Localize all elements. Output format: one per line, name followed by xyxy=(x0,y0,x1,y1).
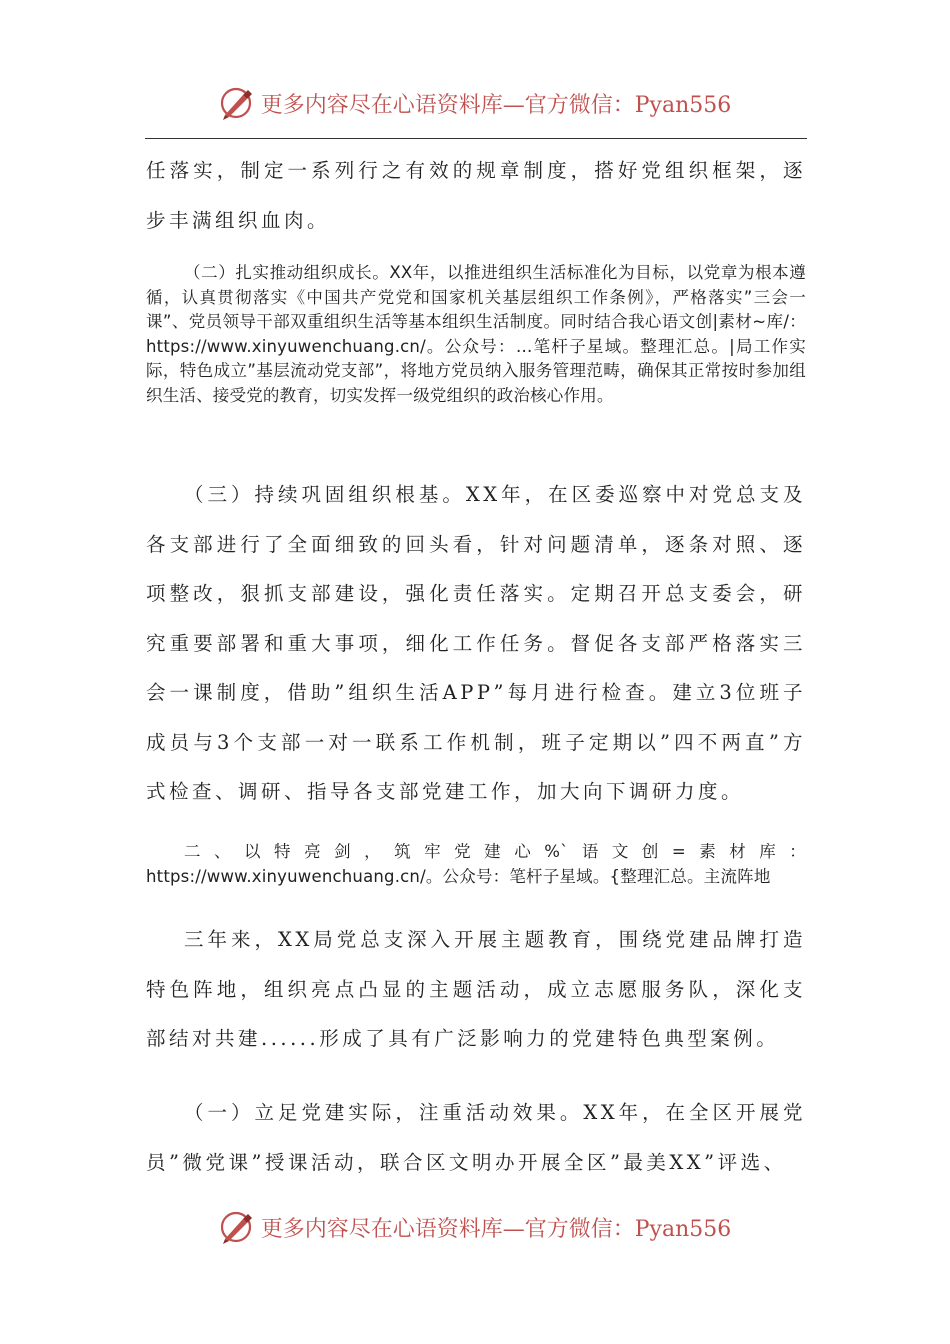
paragraph-1: 任落实，制定一系列行之有效的规章制度，搭好党组织框架，逐步丰满组织血肉。 xyxy=(146,159,806,232)
header-banner xyxy=(0,82,950,124)
footer-banner xyxy=(0,1206,950,1248)
paragraph-5: （一）立足党建实际，注重活动效果。XX年，在全区开展党员”微党课”授课活动，联合区文明办开展全区”最美XX”评选、 xyxy=(146,1101,806,1174)
section-heading-2: 二、以特亮剑，筑牢党建心%`语文创=素材库：https://www.xinyuwenchuang.cn/。公众号：笔杆子星域。{整理汇总。主流阵地 xyxy=(146,842,806,886)
header-banner-text: 更多内容尽在心语资料库—官方微信：Pyan556 xyxy=(260,92,732,118)
paragraph-3: （三）持续巩固组织根基。XX年，在区委巡察中对党总支及各支部进行了全面细致的回头看，针对问题清单，逐条对照、逐项整改，狠抓支部建设，强化责任落实。定期召开总支委会，研究重要部署和重大事项，细化工作任务。督促各支部严格落实三会一课制度，借助”组织生活APP”每月进行检查。建立3位班子成员与3个支部一对一联系工作机制，班子定期以”四不两直”方式检查、调研、指导各支部党建工作，加大向下调研力度。 xyxy=(146,483,806,803)
paragraph-2: （二）扎实推动组织成长。XX年，以推进组织生活标准化为目标，以党章为根本遵循，认真贯彻落实《中国共产党党和国家机关基层组织工作条例》，严格落实”三会一课”、党员领导干部双重组织生活等基本组织生活制度。同时结合我心语文创|素材~库/：https://www.xinyuwenchuang.cn/。公众号：…笔杆子星域。整理汇总。|局工作实际，特色成立”基层流动党支部”，将地方党员纳入服务管理范畴，确保其正常按时参加组织生活、接受党的教育，切实发挥一级党组织的政治核心作用。 xyxy=(146,263,806,405)
paragraph-4: 三年来，XX局党总支深入开展主题教育，围绕党建品牌打造特色阵地，组织亮点凸显的主题活动，成立志愿服务队，深化支部结对共建......形成了具有广泛影响力的党建特色典型案例。 xyxy=(146,928,806,1050)
header-divider xyxy=(145,138,807,139)
footer-banner-text: 更多内容尽在心语资料库—官方微信：Pyan556 xyxy=(260,1216,732,1242)
pen-logo-icon xyxy=(219,85,255,121)
pen-logo-icon xyxy=(219,1209,255,1245)
